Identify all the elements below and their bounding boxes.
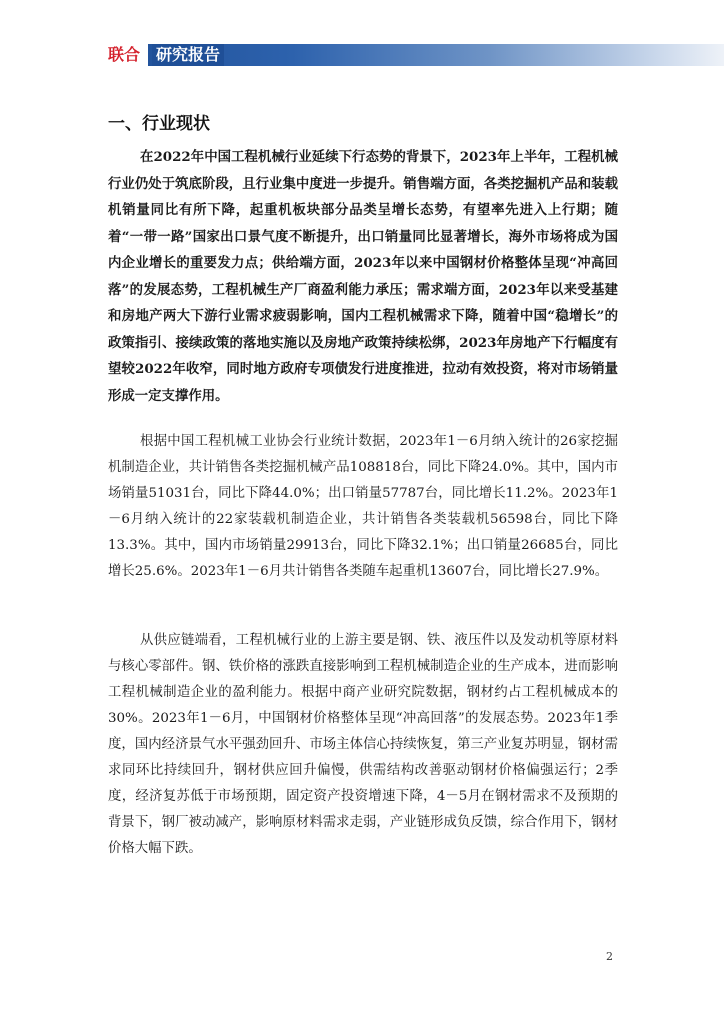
brand-name-red: 联合	[108, 44, 148, 66]
supply-chain-paragraph: 从供应链端看，工程机械行业的上游主要是钢、铁、液压件以及发动机等原材料与核心零部件。钢、铁价格的涨跌直接影响到工程机械制造企业的生产成本，进而影响工程机械制造企业的盈利能力。根据中商产业研究院数据，钢材约占工程机械成本的30%。2023年1－6月，中国钢材价格整体呈现“冲高回落”的发展态势。2023年1季度，国内经济景气水平强劲回升、市场主体信心持续恢复，第三产业复苏明显，钢材需求同环比持续回升，钢材供应回升偏慢，供需结构改善驱动钢材价格偏强运行；2季度，经济复苏低于市场预期，固定资产投资增速下降，4－5月在钢材需求不及预期的背景下，钢厂被动减产，影响原材料需求走弱，产业链形成负反馈，综合作用下，钢材价格大幅下跌。	[108, 633, 618, 856]
page-number: 2	[606, 950, 613, 963]
report-header	[108, 44, 724, 66]
summary-paragraph: 在2022年中国工程机械行业延续下行态势的背景下，2023年上半年，工程机械行业仍处于筑底阶段，且行业集中度进一步提升。销售端方面，各类挖掘机产品和装载机销量同比有所下降，起重机板块部分品类呈增长态势，有望率先进入上行期；随着“一带一路”国家出口景气度不断提升，出口销量同比显著增长，海外市场将成为国内企业增长的重要发力点；供给端方面，2023年以来中国钢材价格整体呈现“冲高回落”的发展态势，工程机械生产厂商盈利能力承压；需求端方面，2023年以来受基建和房地产两大下游行业需求疲弱影响，国内工程机械需求下降，随着中国“稳增长”的政策指引、接续政策的落地实施以及房地产政策持续松绑，2023年房地产下行幅度有望较2022年收窄，同时地方政府专项债发行进度推进，拉动有效投资，将对市场销量形成一定支撑作用。	[108, 149, 618, 404]
sales-statistics-paragraph: 根据中国工程机械工业协会行业统计数据，2023年1－6月纳入统计的26家挖掘机制造企业，共计销售各类挖掘机械产品108818台，同比下降24.0%。其中，国内市场销量51031台，同比下降44.0%；出口销量57787台，同比增长11.2%。2023年1－6月纳入统计的22家装载机制造企业，共计销售各类装载机56598台，同比下降13.3%。其中，国内市场销量29913台，同比下降32.1%；出口销量26685台，同比增长25.6%。2023年1－6月共计销售各类随车起重机13607台，同比增长27.9%。	[108, 434, 618, 579]
brand-name-blue: 研究报告	[152, 44, 224, 66]
section-title: 一、行业现状	[108, 114, 210, 134]
